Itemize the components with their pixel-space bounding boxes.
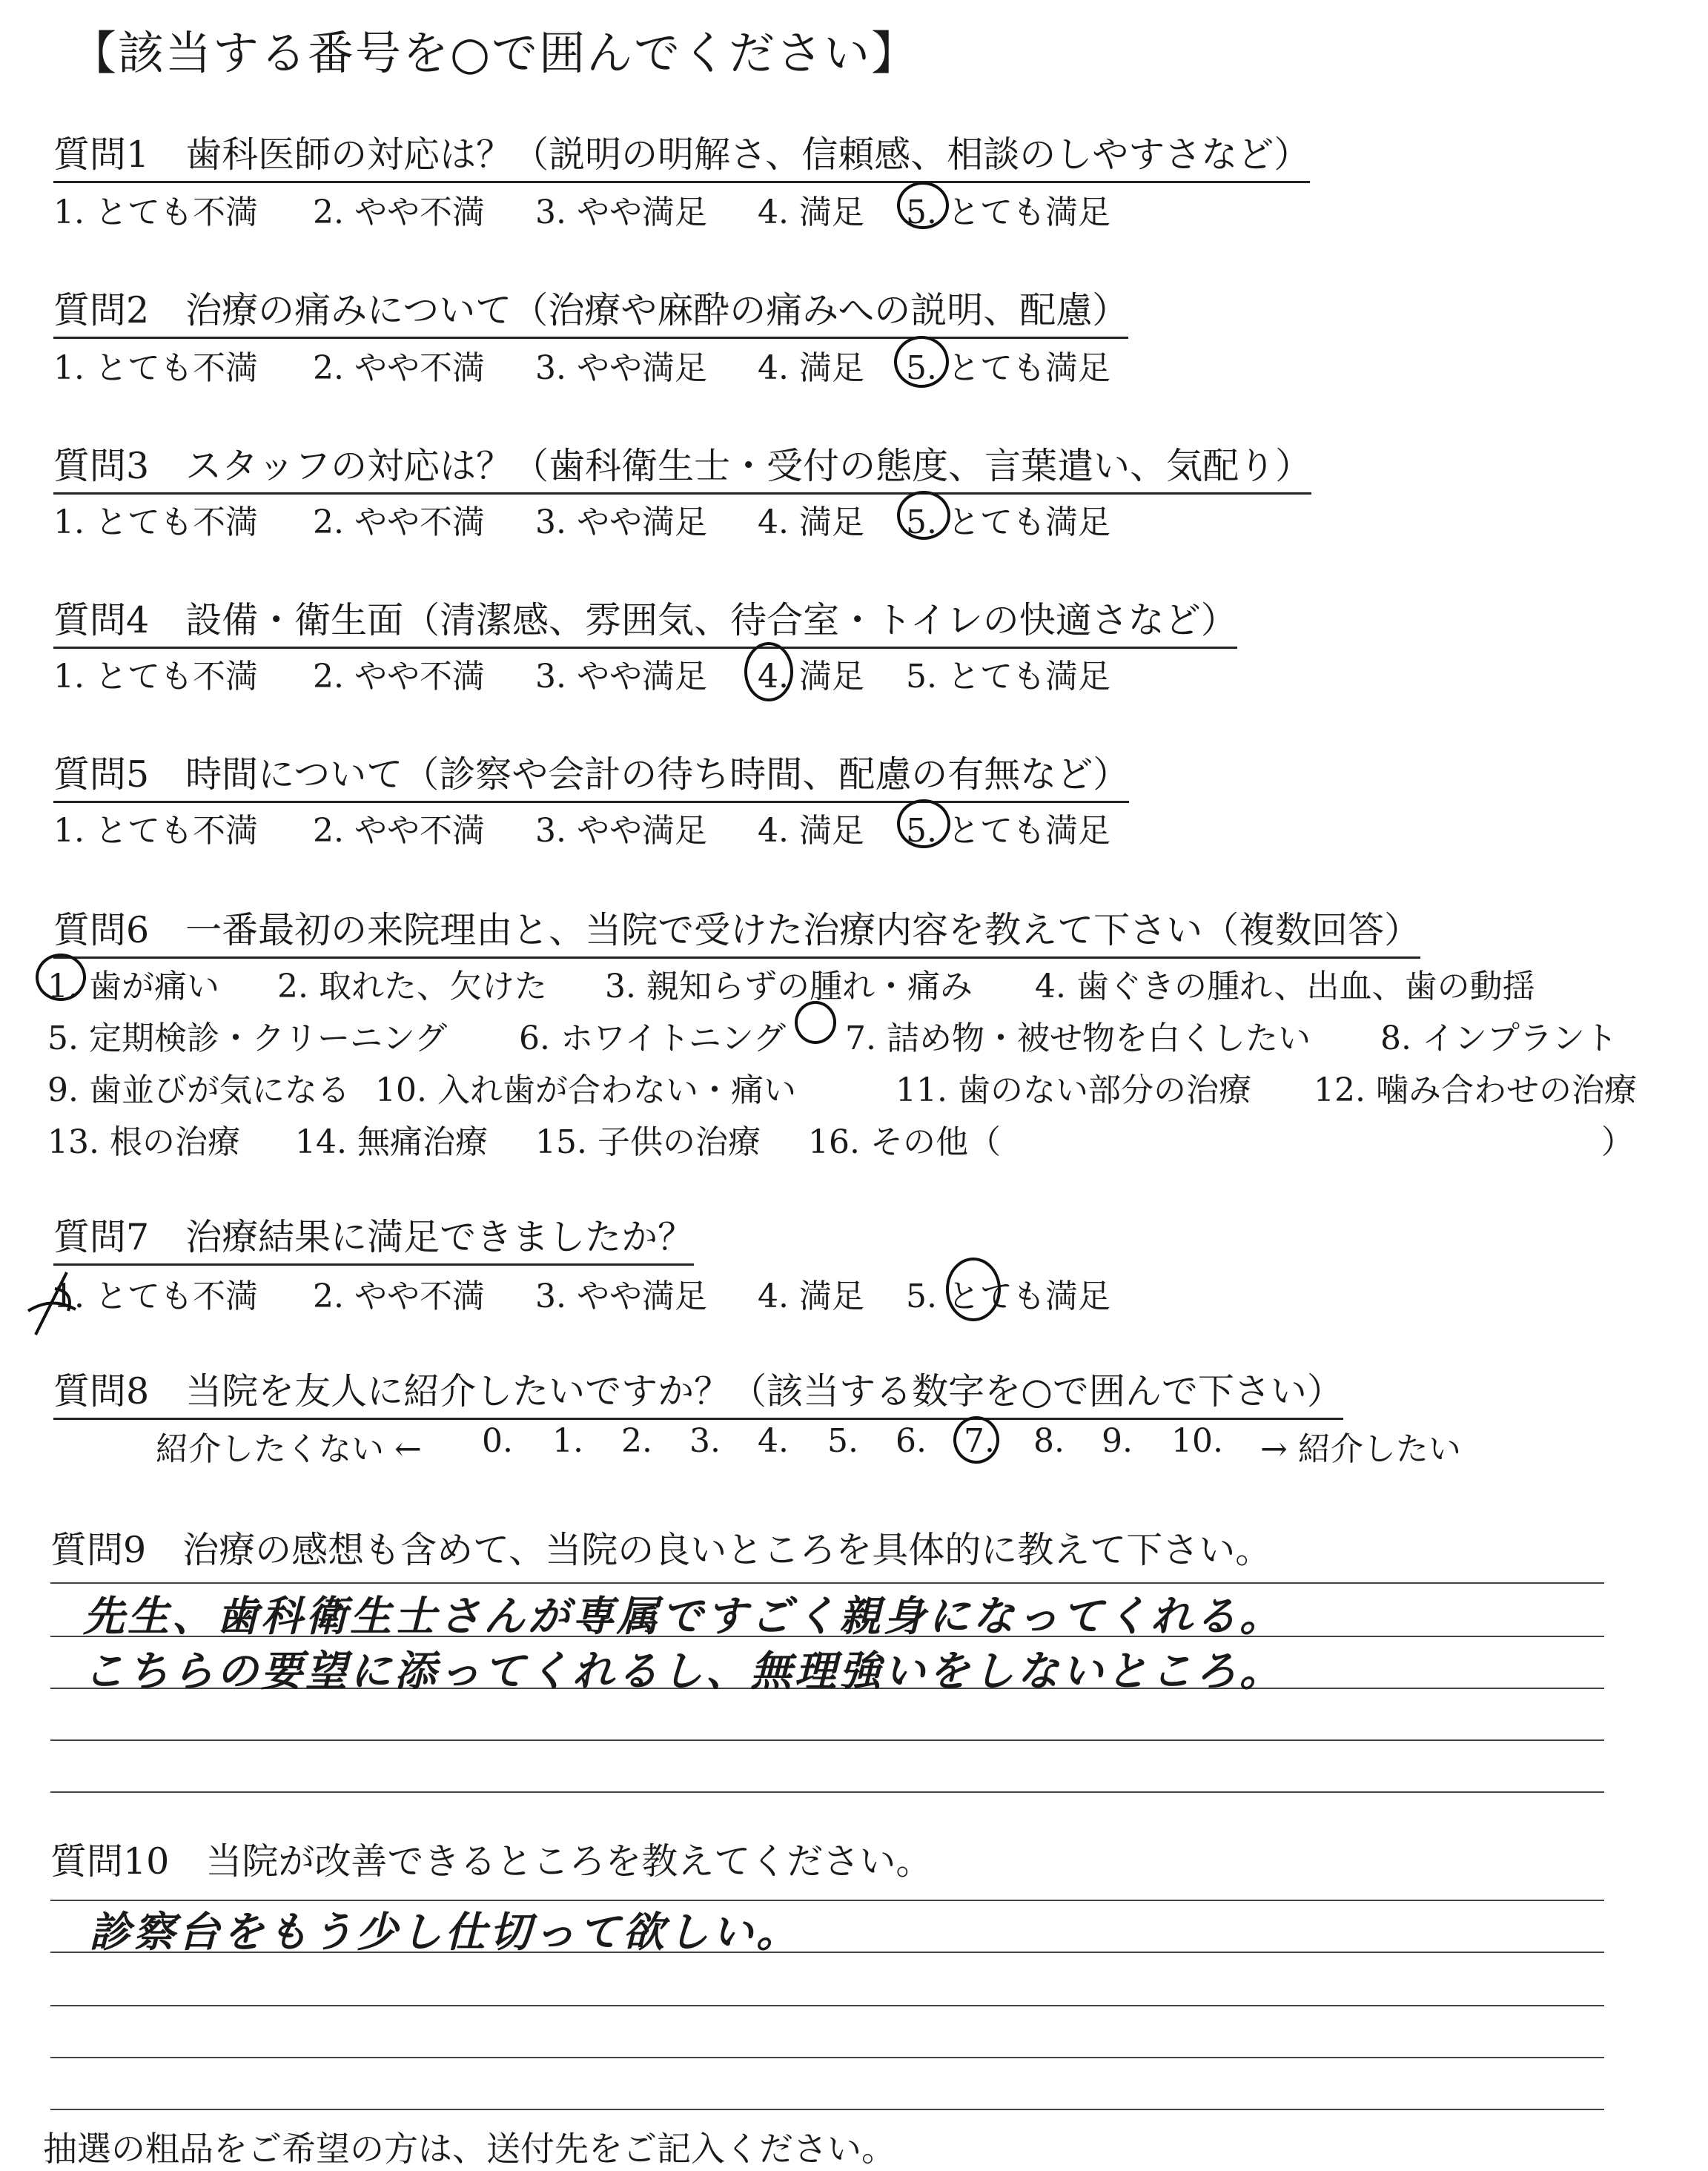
q2-option-5[interactable]: 5. とても満足 (906, 349, 1110, 387)
q2-option-1[interactable]: 1. とても不満 (53, 349, 258, 387)
q8-left-label: 紹介したくない ← (156, 1430, 422, 1468)
q3-title: 質問3 スタッフの対応は？（歯科衛生士・受付の態度、言葉遣い、気配り） (53, 437, 1311, 495)
q9-title: 質問9 治療の感想も含めて、当院の良いところを具体的に教えて下さい。 (50, 1529, 1272, 1571)
q4-option-5[interactable]: 5. とても満足 (906, 658, 1110, 695)
q8-scale-9[interactable]: 9. (1102, 1422, 1133, 1460)
q7-option-1[interactable]: 1. とても不満 (53, 1278, 258, 1315)
q6-option-11[interactable]: 11. 歯のない部分の治療 (896, 1071, 1251, 1109)
q6-selection-circle-7 (795, 1001, 836, 1044)
q6-option-10[interactable]: 10. 入れ歯が合わない・痛い (375, 1071, 796, 1109)
q6-option-1[interactable]: 1. 歯が痛い (47, 968, 219, 1005)
q8-right-label: → 紹介したい (1260, 1430, 1461, 1468)
q8-scale-6[interactable]: 6. (896, 1422, 927, 1460)
q8-scale-1[interactable]: 1. (552, 1422, 583, 1460)
q1-option-5[interactable]: 5. とても満足 (906, 194, 1110, 231)
q3-selection-circle (897, 491, 950, 540)
q5-title: 質問5 時間について（診察や会計の待ち時間、配慮の有無など） (53, 746, 1129, 803)
q10-line-3 (50, 2005, 1604, 2006)
q3-option-1[interactable]: 1. とても不満 (53, 503, 258, 541)
q2-option-4[interactable]: 4. 満足 (758, 349, 864, 387)
q6-option-3[interactable]: 3. 親知らずの腫れ・痛み (605, 968, 973, 1005)
q8-scale-8[interactable]: 8. (1033, 1422, 1065, 1460)
q8-selection-circle (953, 1416, 999, 1464)
q10-handwritten-answer-1[interactable]: 診察台をもう少し仕切って欲しい。 (89, 1909, 801, 1957)
q8-scale-4[interactable]: 4. (758, 1422, 789, 1460)
q5-option-1[interactable]: 1. とても不満 (53, 812, 258, 850)
q9-handwritten-answer-1[interactable]: 先生、歯科衛生士さんが専属ですごく親身になってくれる。 (83, 1593, 1284, 1641)
q8-scale-2[interactable]: 2. (621, 1422, 652, 1460)
q7-title: 質問7 治療結果に満足できましたか？ (53, 1209, 694, 1266)
q6-option-9[interactable]: 9. 歯並びが気になる (47, 1071, 350, 1109)
q3-option-4[interactable]: 4. 満足 (758, 503, 864, 541)
q6-option-15[interactable]: 15. 子供の治療 (535, 1123, 761, 1161)
q8-scale-10[interactable]: 10. (1171, 1422, 1223, 1460)
q1-option-4[interactable]: 4. 満足 (758, 194, 864, 231)
q10-line-5 (50, 2109, 1604, 2110)
q6-option-8[interactable]: 8. インプラント (1380, 1020, 1618, 1057)
page-header: 【該当する番号を○で囲んでください】 (70, 26, 919, 80)
q8-scale-0[interactable]: 0. (482, 1422, 513, 1460)
q6-option-6[interactable]: 6. ホワイトニング (519, 1020, 787, 1057)
q4-selection-circle (744, 642, 793, 701)
q7-option-3[interactable]: 3. やや満足 (535, 1278, 707, 1315)
q7-selection-circle (946, 1258, 1001, 1321)
q6-option-4[interactable]: 4. 歯ぐきの腫れ、出血、歯の動揺 (1035, 968, 1535, 1005)
q6-option-12[interactable]: 12. 噛み合わせの治療 (1314, 1071, 1637, 1109)
q5-option-5[interactable]: 5. とても満足 (906, 812, 1110, 850)
q7-option-5[interactable]: 5. とても満足 (906, 1278, 1110, 1315)
q7-scribble-mark (22, 1266, 82, 1341)
q5-selection-circle (897, 799, 950, 848)
q3-option-5[interactable]: 5. とても満足 (906, 503, 1110, 541)
q10-line-4 (50, 2057, 1604, 2058)
q8-scale-3[interactable]: 3. (689, 1422, 721, 1460)
q8-title: 質問8 当院を友人に紹介したいですか？（該当する数字を○で囲んで下さい） (53, 1363, 1343, 1420)
q2-title: 質問2 治療の痛みについて（治療や麻酔の痛みへの説明、配慮） (53, 282, 1128, 339)
q10-title: 質問10 当院が改善できるところを教えてください。 (50, 1840, 933, 1883)
q1-option-3[interactable]: 3. やや満足 (535, 194, 707, 231)
q5-option-3[interactable]: 3. やや満足 (535, 812, 707, 850)
q3-option-3[interactable]: 3. やや満足 (535, 503, 707, 541)
q6-selection-circle-1 (36, 954, 86, 1001)
q1-option-2[interactable]: 2. やや不満 (313, 194, 485, 231)
q7-option-4[interactable]: 4. 満足 (758, 1278, 864, 1315)
q2-option-3[interactable]: 3. やや満足 (535, 349, 707, 387)
q2-selection-circle (894, 336, 949, 388)
q4-option-4[interactable]: 4. 満足 (758, 658, 864, 695)
q5-option-2[interactable]: 2. やや不満 (313, 812, 485, 850)
q5-option-4[interactable]: 4. 満足 (758, 812, 864, 850)
q1-selection-circle (897, 182, 949, 229)
q6-option-13[interactable]: 13. 根の治療 (47, 1123, 240, 1161)
q4-title: 質問4 設備・衛生面（清潔感、雰囲気、待合室・トイレの快適さなど） (53, 592, 1237, 649)
q7-option-2[interactable]: 2. やや不満 (313, 1278, 485, 1315)
q8-scale-7[interactable]: 7. (964, 1422, 995, 1460)
q4-option-1[interactable]: 1. とても不満 (53, 658, 258, 695)
q3-option-2[interactable]: 2. やや不満 (313, 503, 485, 541)
q4-option-3[interactable]: 3. やや満足 (535, 658, 707, 695)
q2-option-2[interactable]: 2. やや不満 (313, 349, 485, 387)
q9-handwritten-answer-2[interactable]: こちらの要望に添ってくれるし、無理強いをしないところ。 (83, 1648, 1284, 1696)
q6-option-5[interactable]: 5. 定期検診・クリーニング (47, 1020, 448, 1057)
q1-option-1[interactable]: 1. とても不満 (53, 194, 258, 231)
q6-other-close-paren: ） (1601, 1123, 1634, 1161)
q6-option-14[interactable]: 14. 無痛治療 (295, 1123, 488, 1161)
q6-option-16[interactable]: 16. その他（ (808, 1123, 1001, 1161)
footer-cutoff-text: 抽選の粗品をご希望の方は、送付先をご記入ください。 (43, 2129, 896, 2169)
q8-scale-5[interactable]: 5. (827, 1422, 858, 1460)
q4-option-2[interactable]: 2. やや不満 (313, 658, 485, 695)
q6-title: 質問6 一番最初の来院理由と、当院で受けた治療内容を教えて下さい（複数回答） (53, 902, 1420, 959)
q9-line-4 (50, 1739, 1604, 1741)
q6-option-2[interactable]: 2. 取れた、欠けた (277, 968, 547, 1005)
q6-option-7[interactable]: 7. 詰め物・被せ物を白くしたい (845, 1020, 1311, 1057)
q1-title: 質問1 歯科医師の対応は？（説明の明解さ、信頼感、相談のしやすさなど） (53, 126, 1310, 183)
q9-line-5 (50, 1791, 1604, 1793)
